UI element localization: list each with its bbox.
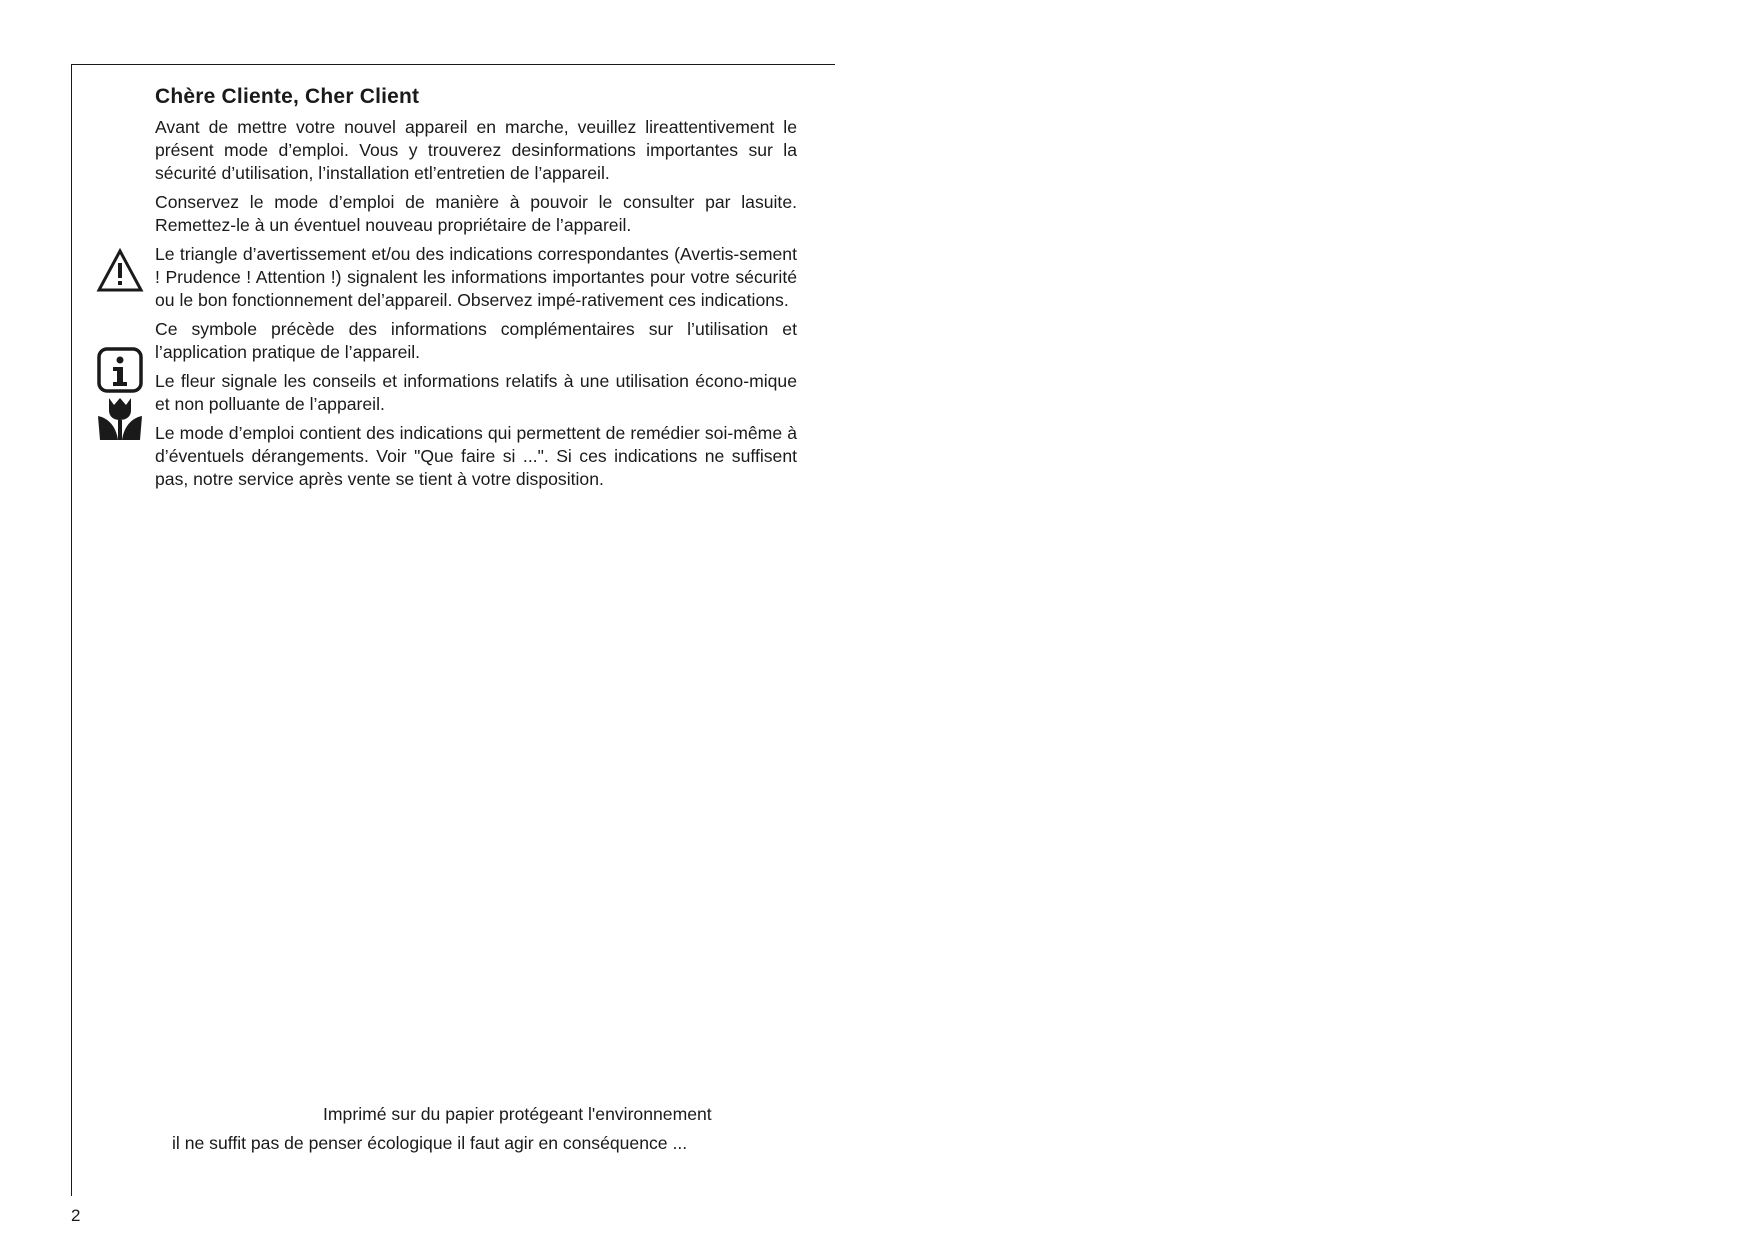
intro-section [155, 84, 797, 497]
section-heading: Chère Cliente, Cher Client [155, 85, 420, 108]
keep-manual-paragraph: Conservez le mode d’emploi de manière à pouvoir le consulter par lasuite. Remettez-le à un éventuel nouveau propriétaire de l’appareil. [155, 192, 797, 235]
flower-icon [96, 396, 144, 442]
eco-paragraph: Le fleur signale les conseils et informations relatifs à une utilisation écono-mique et non polluante de l’appareil. [155, 371, 797, 414]
troubleshooting-paragraph: Le mode d’emploi contient des indications qui permettent de remédier soi-même à d’éventuels dérangements. Voir "Que faire si ...". Si ces indications ne suffisent pas, notre service après vente se tient à votre disposition. [155, 423, 797, 489]
intro-paragraph: Avant de mettre votre nouvel appareil en marche, veuillez lireattentivement le présent mode d’emploi. Vous y trouverez desinformations importantes sur la sécurité d’utilisation, l’installation etl’entretien de l’appareil. [155, 117, 797, 183]
eco-slogan: il ne suffit pas de penser écologique il faut agir en conséquence ... [172, 1133, 688, 1153]
top-rule [71, 64, 835, 65]
info-icon [96, 346, 144, 394]
recycled-paper-note: Imprimé sur du papier protégeant l'environnement [323, 1104, 712, 1124]
warning-paragraph: Le triangle d’avertissement et/ou des indications correspondantes (Avertis-sement ! Prudence ! Attention !) signalent les informations importantes pour votre sécurité ou le bon fonctionnement del’appareil. Observez impé-rativement ces indications. [155, 244, 797, 310]
warning-triangle-icon [96, 248, 144, 294]
info-paragraph: Ce symbole précède des informations complémentaires sur l’utilisation et l’application pratique de l’appareil. [155, 319, 797, 362]
page-number: 2 [71, 1206, 81, 1225]
left-rule [71, 64, 72, 1196]
